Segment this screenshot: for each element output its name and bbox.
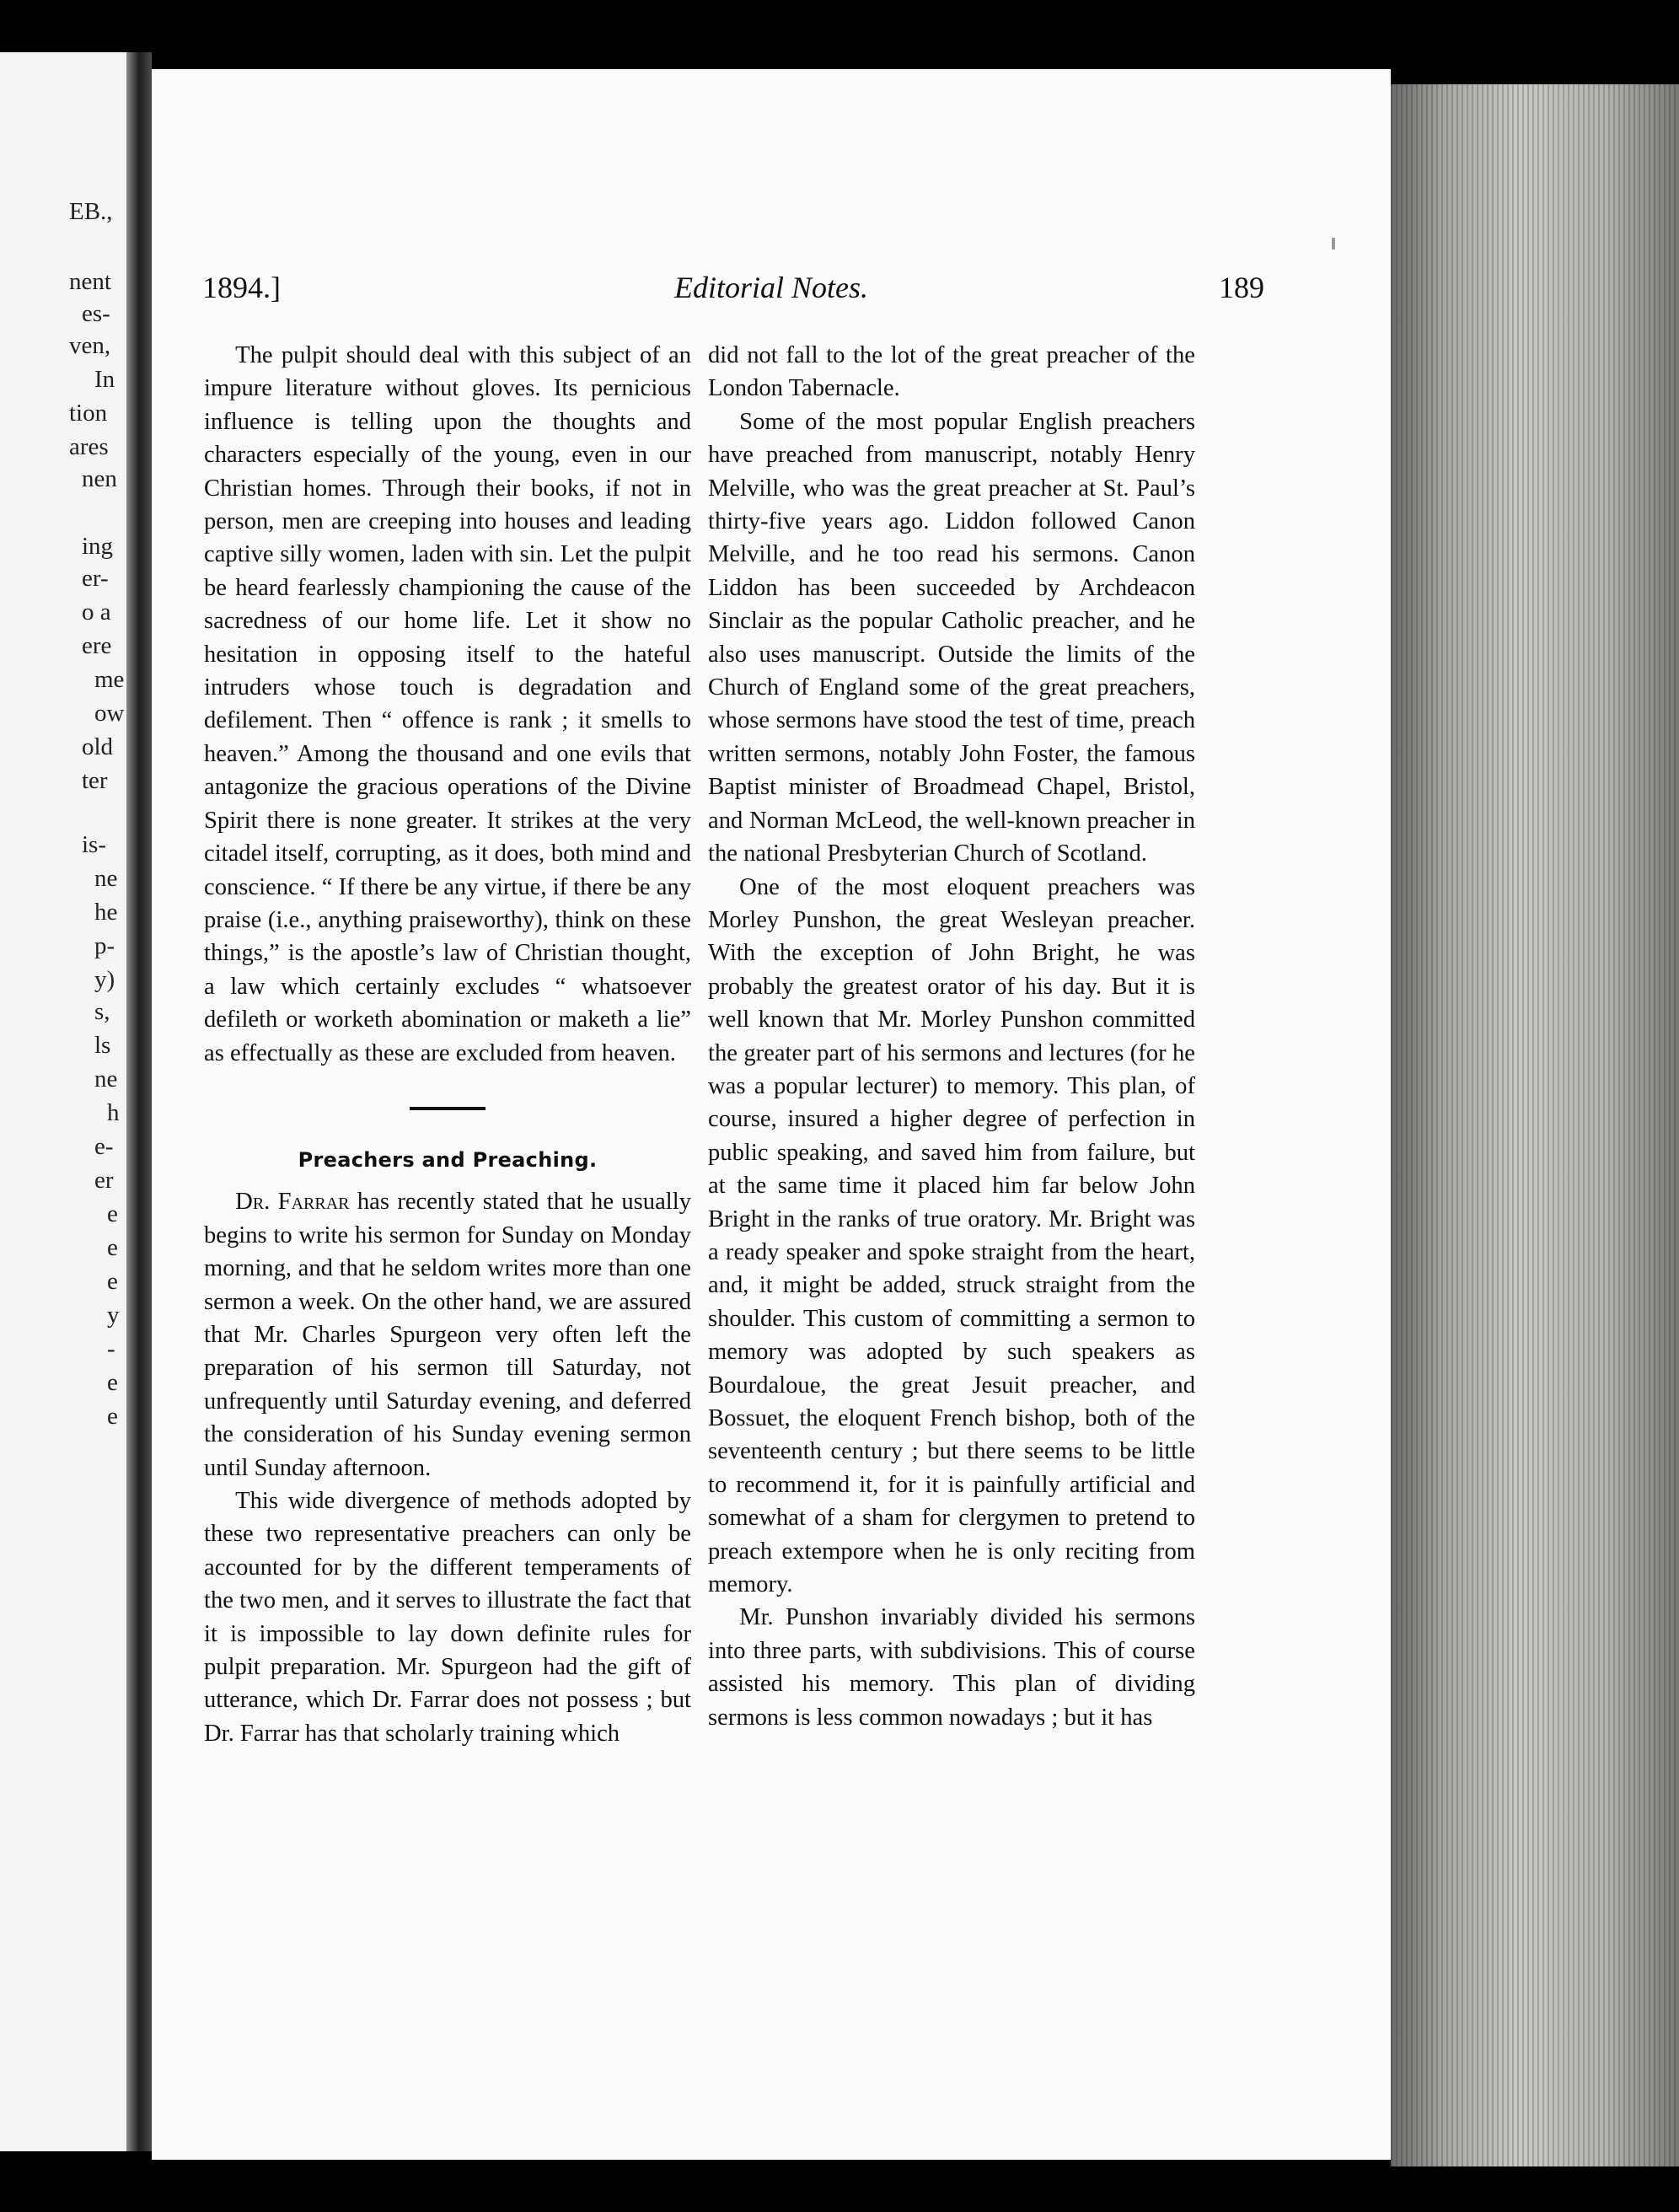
facing-page-fragment: e: [107, 1403, 118, 1430]
book-page: [152, 69, 1391, 2160]
facing-page-fragment: h: [107, 1099, 120, 1126]
facing-page-fragment: old: [82, 733, 114, 760]
facing-page-fragment: ere: [82, 632, 112, 659]
facing-page-fragment: e-: [94, 1133, 114, 1160]
paragraph: This wide divergence of methods adopted by these two representative preachers can only be accounted for by the different temperaments of the two men, and it serves to illustrate the fact that it is impossible to lay down definite rules for pulpit preparation. Mr. Spurgeon had the gift of utterance, which Dr. Farrar does not possess ; but Dr. Farrar has that scholarly training which: [204, 1488, 691, 1747]
facing-page-fragment: es-: [82, 300, 110, 327]
section-divider: [410, 1107, 485, 1110]
facing-page-fragment: e: [107, 1369, 118, 1396]
facing-page-fragment: e: [107, 1200, 118, 1227]
right-column: [708, 339, 1195, 1734]
lead-name: Dr. Farrar: [235, 1189, 350, 1216]
page-year: 1894.]: [202, 271, 281, 304]
paragraph: Mr. Punshon invariably divided his sermons into three parts, with subdivisions. This of course assisted his memory. This plan of dividing sermons is less common nowadays ; but it has: [708, 1604, 1195, 1731]
facing-page-fragment: er-: [82, 565, 109, 592]
facing-page-fragment: y: [107, 1302, 120, 1329]
facing-page-fragment: nent: [69, 268, 111, 295]
paragraph-text: has recently stated that he usually begins to write his sermon for Sunday on Monday morning, and that he seldom writes more than one sermon a week. On the other hand, we are assured that Mr. Charles Spurgeon very often left the preparation of his sermon till Saturday, not unfrequently until Saturday evening, and deferred the consideration of his Sunday evening sermon until Sunday afternoon.: [204, 1189, 691, 1481]
facing-page-fragment: er: [94, 1167, 114, 1194]
facing-page-fragment: ne: [94, 865, 118, 892]
facing-page-fragment: ven,: [69, 332, 111, 359]
paragraph: The pulpit should deal with this subject of an impure literature without gloves. Its pernicious influence is telling upon the thoughts and characters especially of the young, even in our Christian homes. Through their books, if not in person, men are creeping into houses and leading captive silly women, laden with sin. Let the pulpit be heard fearlessly championing the cause of the sacredness of our home life. Let it show no hesitation in opposing itself to the hateful intruders whose touch is degradation and defilement. Then “ offence is rank ; it smells to heaven.” Among the thousand and one evils that antagonize the gracious operations of the Divine Spirit there is none greater. It strikes at the very citadel itself, corrupting, as it does, both mind and conscience. “ If there be any virtue, if there be any praise (i.e., anything praiseworthy), think on these things,” is the apostle’s law of Christian thought, a law which certainly excludes “ whatsoever defileth or worketh abomination or maketh a lie” as effectually as these are excluded from heaven.: [204, 342, 691, 1066]
facing-page-fragment: ne: [94, 1066, 118, 1093]
facing-page-fragment: tion: [69, 400, 108, 427]
paragraph: One of the most eloquent preachers was Morley Punshon, the great Wesleyan preacher. With the exception of John Bright, he was probably the greatest orator of his day. But it is well known that Mr. Morley Punshon committed the greater part of his sermons and lectures (for he was a popular lecturer) to memory. This plan, of course, insured a higher degree of perfection in public speaking, and saved him from failure, but at the same time it placed him far below John Bright in the ranks of true oratory. Mr. Bright was a ready speaker and spoke straight from the heart, and, it might be added, struck straight from the shoulder. This custom of committing a sermon to memory was adopted by such speakers as Bourdaloue, the great Jesuit preacher, and Bossuet, the eloquent French bishop, both of the seventeenth century ; but there seems to be little to recommend it, for it is painfully artificial and somewhat of a sham for clergymen to pretend to preach extempore when he is only reciting from memory.: [708, 873, 1195, 1598]
facing-page-fragment: ter: [82, 767, 108, 794]
facing-page-fragment: p-: [94, 932, 115, 959]
running-title: Editorial Notes.: [673, 271, 868, 304]
facing-page-fragment: o a: [82, 599, 111, 625]
facing-page-fragment: -: [107, 1335, 115, 1362]
facing-page-fragment: e: [107, 1268, 118, 1295]
facing-page-fragment: ow: [94, 700, 125, 727]
paragraph: did not fall to the lot of the great preacher of the London Tabernacle.: [708, 342, 1195, 402]
facing-page-fragment: e: [107, 1234, 118, 1261]
facing-page-fragment: me: [94, 666, 125, 693]
facing-page-fragment: nen: [82, 465, 117, 492]
paragraph: [204, 1185, 691, 1485]
facing-page-fragment: s,: [94, 998, 110, 1025]
facing-page-fragment: In: [94, 366, 115, 393]
page-block-edge: [1391, 84, 1679, 2166]
section-heading: Preachers and Preaching.: [298, 1147, 598, 1172]
left-column: [204, 339, 691, 1750]
folio-mark: [1332, 238, 1335, 250]
facing-page-fragment: he: [94, 899, 118, 926]
facing-page-fragment: ares: [69, 433, 109, 460]
facing-page-edge: [0, 52, 126, 2151]
facing-page-fragment: y): [94, 966, 115, 993]
page-number: 189: [1219, 271, 1264, 304]
paragraph: Some of the most popular English preachers have preached from manuscript, notably Henry Melville, who was the great preacher at St. Paul’s thirty-five years ago. Liddon followed Canon Melville, and he too read his sermons. Canon Liddon has been succeeded by Archdeacon Sinclair as the popular Catholic preacher, and he also uses manuscript. Outside the limits of the Church of England some of the great preachers, whose sermons have stood the test of time, preach written sermons, notably John Foster, the famous Baptist minister of Broadmead Chapel, Bristol, and Norman McLeod, the well-known preacher in the national Presbyterian Church of Scotland.: [708, 408, 1195, 867]
running-head: [152, 270, 1391, 307]
facing-page-fragment: ing: [82, 533, 114, 560]
facing-page-fragment: ls: [94, 1032, 111, 1059]
book-gutter: [126, 52, 152, 2151]
facing-page-fragment: is-: [82, 831, 106, 858]
facing-page-fragment: EB.,: [69, 198, 113, 225]
